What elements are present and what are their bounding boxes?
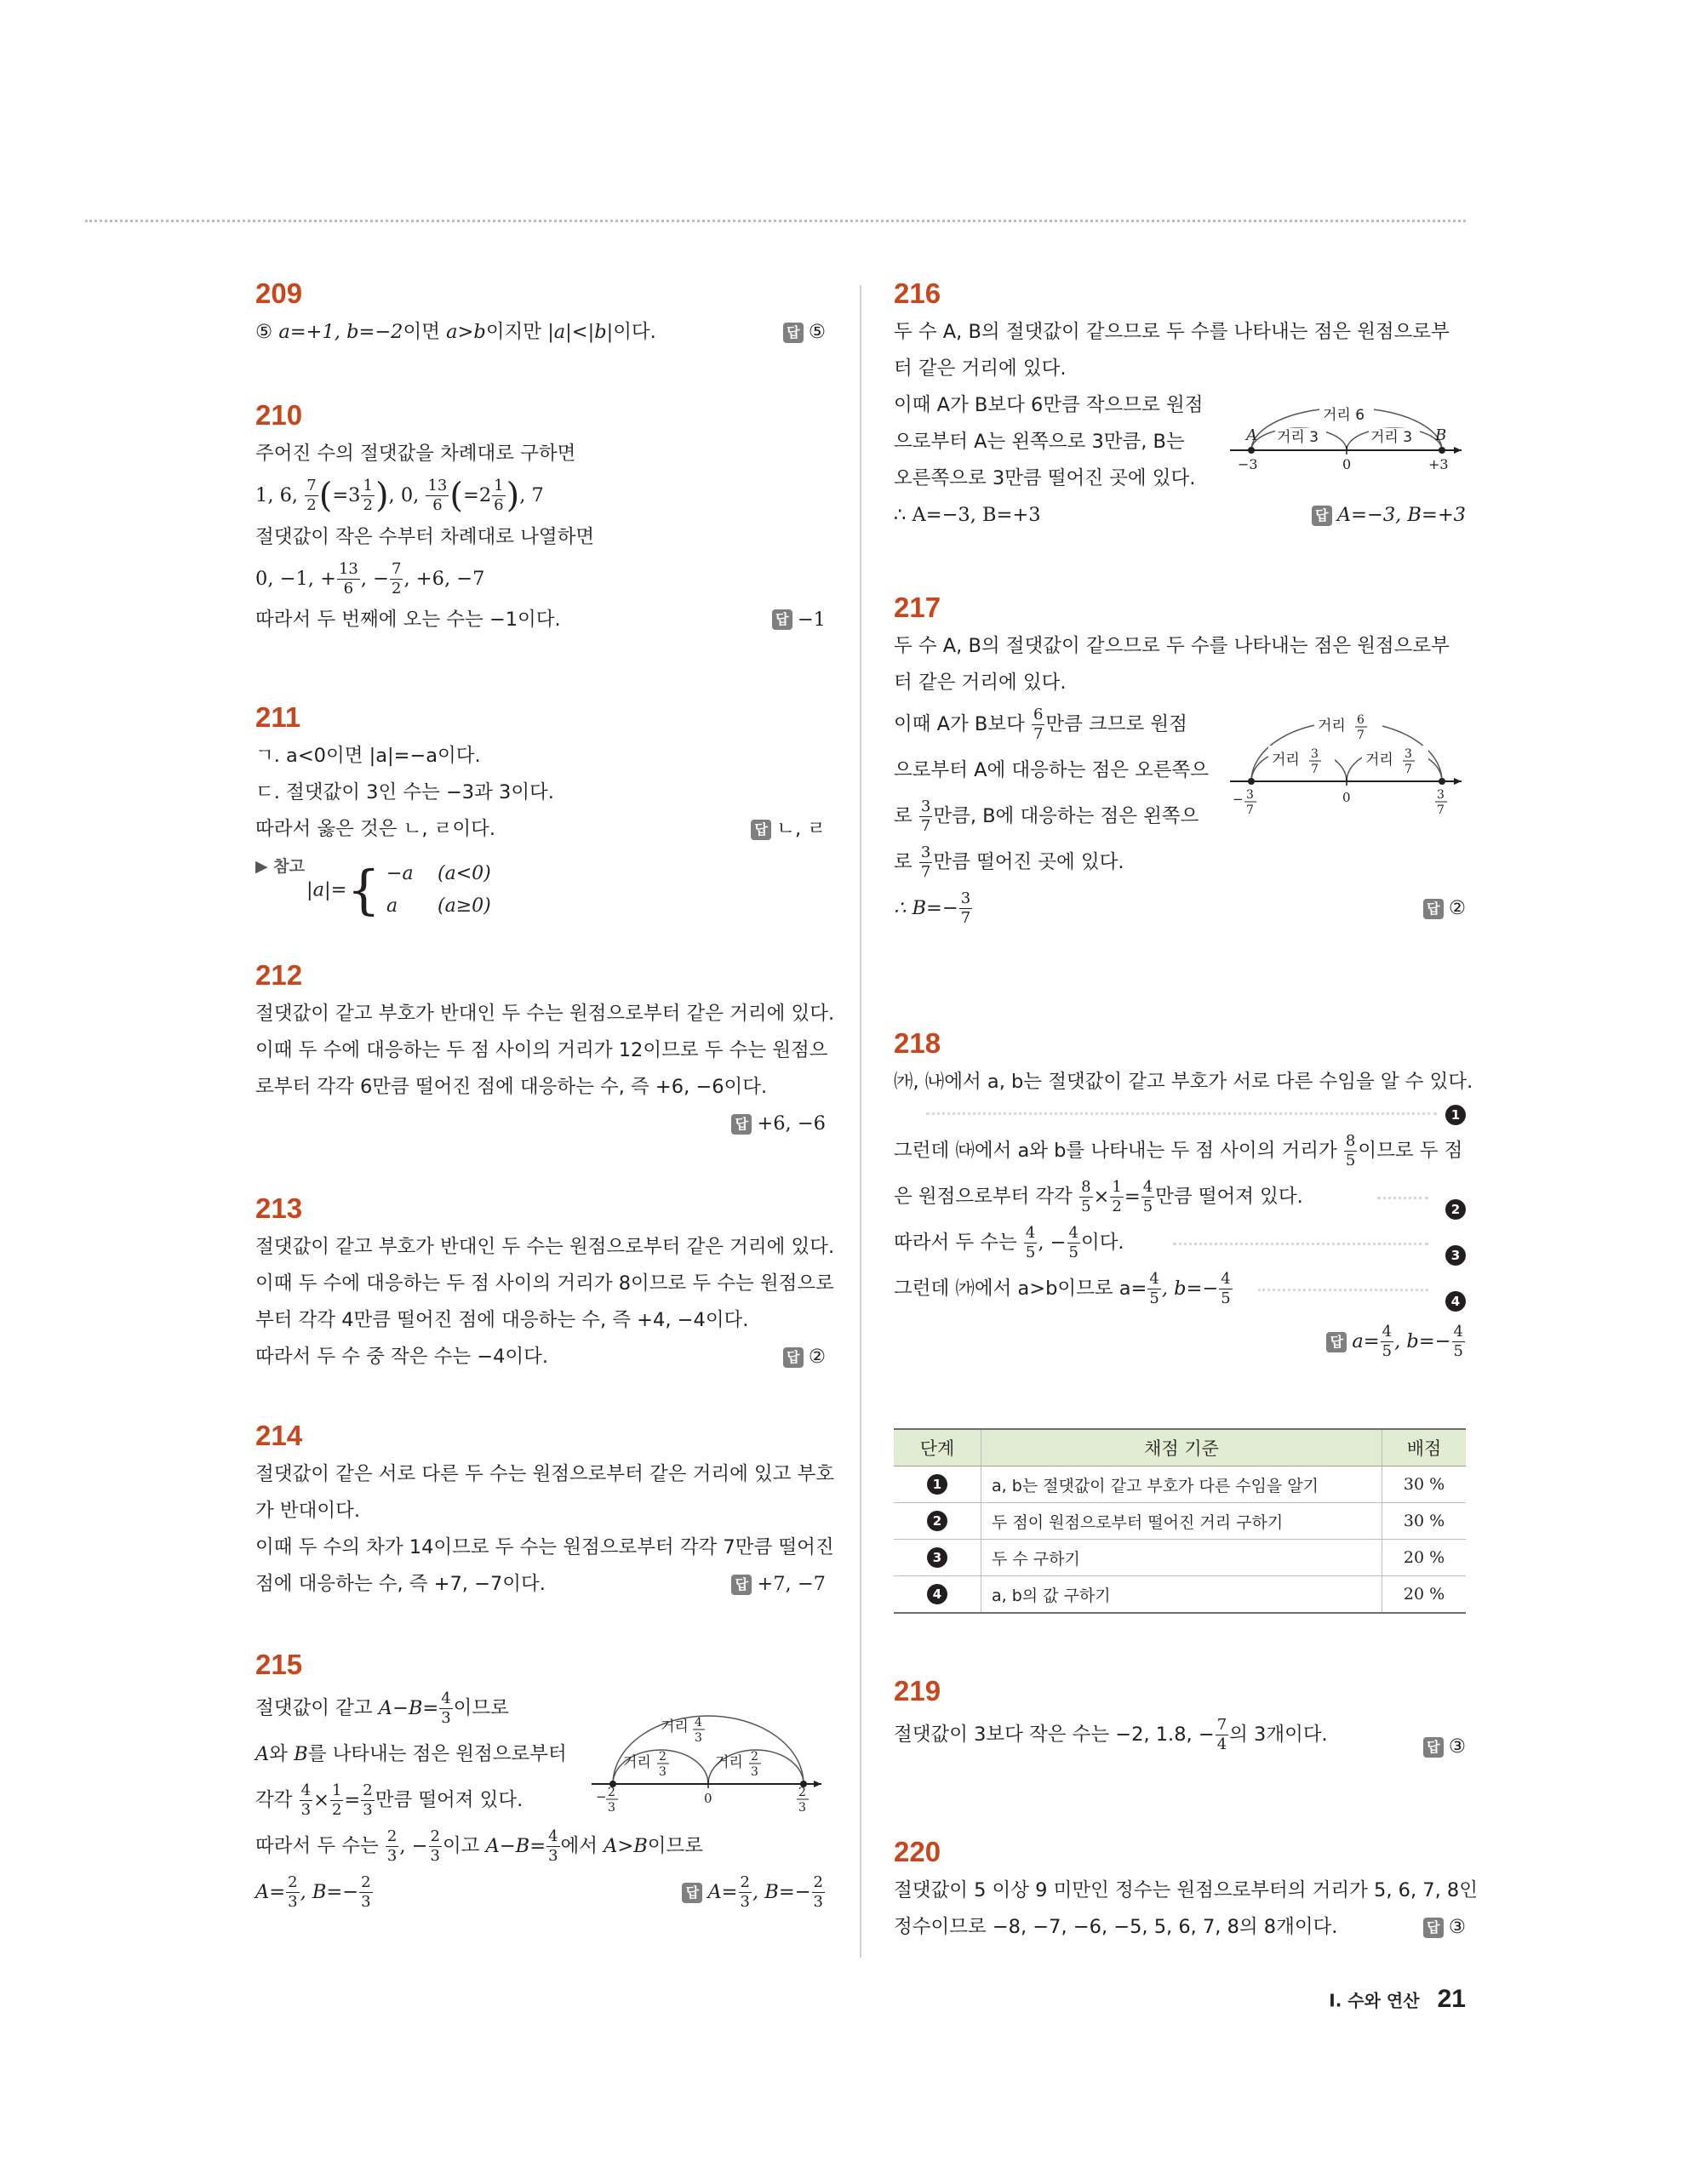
svg-text:거리: 거리 [1318,718,1346,735]
solution-line: 절댓값이 5 이상 9 미만인 정수는 원점으로부터의 거리가 5, 6, 7, 8인 [894,1879,1478,1901]
solution-line: 정수이므로 −8, −7, −6, −5, 5, 6, 7, 8의 8개이다. 답 ③ [894,1909,1466,1946]
problem-number: 210 [255,399,303,431]
svg-text:7: 7 [1437,803,1445,817]
problem-217 [894,591,1466,931]
solution-line: 이때 A가 B보다 $\frac{6}{7}$ 만큼 크므로 원점 [894,706,1187,743]
step-marker: 2 [1445,1186,1466,1232]
header-dotted-rule [85,220,1466,222]
solution-line: 따라서 옳은 것은 ㄴ, ㄹ이다. 답 ㄴ, ㄹ [255,811,826,848]
problem-214 [255,1419,835,1603]
svg-text:거리 3: 거리 3 [1277,429,1319,446]
answer-line [894,1312,1466,1368]
problem-216 [894,277,1466,534]
solution-line: 로부터 각각 6만큼 떨어진 점에 대응하는 수, 즉 +6, −6이다. [255,1076,768,1098]
svg-text:3: 3 [751,1765,758,1779]
svg-text:7: 7 [1246,803,1254,817]
answer-badge-icon: 답 [1312,506,1332,526]
problem-number: 209 [255,277,303,309]
solution-line: 두 수 A, B의 절댓값이 같으므로 두 수를 나타내는 점은 원점으로부 [894,321,1450,343]
number-line-diagram [1226,403,1466,472]
number-line-diagram [1226,710,1466,820]
solution-line: 으로부터 A에 대응하는 점은 오른쪽으 [894,759,1210,781]
dotted-leader [1258,1289,1428,1291]
solution-line: 으로부터 A는 왼쪽으로 3만큼, B는 [894,431,1185,453]
solution-line: 이때 두 수에 대응하는 두 점 사이의 거리가 8이므로 두 수는 원점으로 [255,1272,834,1295]
svg-text:2: 2 [798,1786,806,1799]
note-tag: ▶ 참고 [255,857,305,876]
solution-line: ⑤ a=+1, b=−2이면 a>b이지만 |a|<|b|이다. 답 ⑤ [255,314,826,351]
grading-table [894,1428,1466,1614]
page-footer [1329,1985,1466,2014]
solution-line: 오른쪽으로 3만큼 떨어진 곳에 있다. [894,467,1196,489]
answer: 답 A=−3, B=+3 [1312,497,1466,534]
svg-text:A: A [1246,426,1257,444]
problem-number: 216 [894,277,941,309]
svg-text:거리: 거리 [1365,752,1393,769]
answer: 답 ② [783,1339,826,1375]
solution-line: 절댓값이 3보다 작은 수는 −2, 1.8, − $\frac{7}{4}$ 의 3개이다. 답 ③ [894,1712,1466,1758]
solution-line: A= $\frac{2}{3}$ , B=− $\frac{2}{3}$ 답 A= $\frac{2}{3}$ , B=− $\frac{2}{3}$ [255,1869,826,1915]
column-divider [860,285,861,1958]
solution-line: 은 원점으로부터 각각 $\frac{8}{5}$ × $\frac{1}{2}$ = $\frac{4}{5}$ 만큼 떨어져 있다. 2 [894,1174,1466,1220]
solution-line: 따라서 두 수 중 작은 수는 −4이다. 답 ② [255,1339,826,1375]
answer-badge-icon: 답 [1326,1332,1347,1352]
solution-line: 절댓값이 같고 부호가 반대인 두 수는 원점으로부터 같은 거리에 있다. [255,1003,835,1025]
solution-line: ㄱ. a<0이면 |a|=−a이다. [255,745,481,767]
problem-number: 214 [255,1420,303,1451]
answer-badge-icon: 답 [783,1347,804,1368]
table-row: 2 두 점이 원점으로부터 떨어진 거리 구하기 30 % [894,1503,1466,1540]
answer: 답 ㄴ, ㄹ [751,811,826,848]
solution-line: 절댓값이 같고 A−B= $\frac{4}{3}$ 이므로 [255,1689,509,1727]
solution-line: 그런데 ㈐에서 a와 b를 나타내는 두 점 사이의 거리가 $\frac{8}{5}$ 이므로 두 점 [894,1132,1463,1169]
solution-line: ㈎, ㈏에서 a, b는 절댓값이 같고 부호가 서로 다른 수임을 알 수 있다. [894,1071,1473,1093]
solution-line: 이때 두 수의 차가 14이므로 두 수는 원점으로부터 각각 7만큼 떨어진 [255,1536,834,1558]
solution-line: ㄷ. 절댓값이 3인 수는 −3과 3이다. [255,781,554,803]
answer: 답 −1 [772,602,826,638]
svg-text:7: 7 [1405,763,1412,776]
table-header-row: 단계 채점 기준 배점 [894,1429,1466,1466]
svg-text:거리 6: 거리 6 [1323,407,1365,424]
problem-215 [255,1648,826,1915]
svg-text:3: 3 [1437,788,1445,802]
svg-text:−: − [1233,792,1244,807]
svg-text:−3: −3 [1238,456,1258,472]
svg-text:3: 3 [1311,747,1319,761]
answer-badge-icon: 답 [1423,1918,1444,1938]
svg-text:0: 0 [704,1791,712,1806]
solution-line: 터 같은 거리에 있다. [894,672,1067,694]
problem-220 [894,1835,1478,1946]
solution-line: 따라서 두 번째에 오는 수는 −1이다. 답 −1 [255,602,826,638]
answer-badge-icon: 답 [1423,899,1444,919]
svg-text:3: 3 [798,1801,806,1815]
number-line-diagram [587,1712,826,1815]
solution-line: ∴ A=−3, B=+3 답 A=−3, B=+3 [894,497,1466,534]
solution-line: 점에 대응하는 수, 즉 +7, −7이다. 답 +7, −7 [255,1566,826,1603]
solution-line: 따라서 두 수는 $\frac{2}{3}$ , − $\frac{2}{3}$ 이고 A−B= $\frac{4}{3}$ 에서 A>B이므로 [255,1827,704,1865]
solution-line: 1, 6, $\frac{7}{2}$ (=3 $\frac{1}{2}$ ), 0, $\frac{13}{6}$ (=2 $\frac{1}{6}$ ), 7 [255,476,544,516]
problem-number: 211 [255,701,301,733]
svg-text:3: 3 [608,1801,615,1815]
answer: 답 a= $\frac{4}{5}$ , b=− $\frac{4}{5}$ [1326,1318,1466,1364]
svg-text:0: 0 [1342,790,1351,805]
answer-badge-icon: 답 [731,1575,752,1595]
problem-number: 213 [255,1192,303,1224]
svg-text:3: 3 [1405,747,1412,761]
solution-line: ∴ B=− $\frac{3}{7}$ 답 ② [894,885,1466,931]
svg-text:3: 3 [695,1731,702,1745]
svg-text:7: 7 [1311,763,1319,776]
answer-badge-icon: 답 [751,820,771,840]
problem-number: 220 [894,1836,941,1867]
svg-text:거리: 거리 [661,1718,689,1735]
solution-line: 이때 A가 B보다 6만큼 작으므로 원점 [894,394,1204,416]
problem-213 [255,1192,835,1375]
answer: 답 +7, −7 [731,1566,826,1603]
fraction: $\frac{7}{2}$ [306,477,317,514]
problem-211 [255,700,826,924]
problem-number: 217 [894,592,941,623]
step-marker: 3 [1445,1232,1466,1278]
svg-text:+3: +3 [1428,456,1449,472]
table-row: 1 a, b는 절댓값이 같고 부호가 다른 수임을 알기 30 % [894,1466,1466,1503]
answer-badge-icon: 답 [1423,1737,1444,1758]
svg-text:2: 2 [608,1786,615,1799]
svg-text:B: B [1435,426,1447,444]
svg-text:7: 7 [1357,729,1364,742]
problem-218 [894,1026,1473,1605]
solution-line: 이때 두 수에 대응하는 두 점 사이의 거리가 12이므로 두 수는 원점으 [255,1039,828,1061]
problem-210 [255,398,826,638]
svg-text:0: 0 [1342,456,1352,472]
svg-text:4: 4 [695,1716,702,1729]
answer-badge-icon: 답 [731,1114,752,1135]
problem-number: 212 [255,959,303,991]
problem-212 [255,958,835,1135]
svg-text:2: 2 [751,1750,758,1764]
svg-text:3: 3 [1246,788,1254,802]
problem-209 [255,277,826,351]
solution-line: 주어진 수의 절댓값을 차례대로 구하면 [255,443,576,465]
svg-text:−: − [596,1789,607,1804]
answer-badge-icon: 답 [783,323,804,343]
solution-line: 절댓값이 작은 수부터 차례대로 나열하면 [255,525,595,548]
dotted-leader [926,1112,1437,1115]
solution-line: 따라서 두 수는 $\frac{4}{5}$ , − $\frac{4}{5}$ 이다. 3 [894,1220,1466,1266]
solution-line: 절댓값이 같고 부호가 반대인 두 수는 원점으로부터 같은 거리에 있다. [255,1236,835,1258]
solution-line: 각각 $\frac{4}{3}$ × $\frac{1}{2}$ = $\frac{2}{3}$ 만큼 떨어져 있다. [255,1781,523,1819]
dotted-leader [1377,1197,1428,1199]
fraction: $\frac{13}{6}$ [427,477,448,514]
page-number: 21 [1437,1985,1466,2013]
problem-number: 219 [894,1675,941,1707]
answer: 답 ③ [1423,1724,1466,1769]
table-row: 4 a, b의 값 구하기 20 % [894,1576,1466,1614]
solution-line: 그런데 ㈎에서 a>b이므로 a= $\frac{4}{5}$ , b=− $\frac{4}{5}$ 4 [894,1266,1466,1312]
solution-line: 가 반대이다. [255,1500,360,1522]
svg-text:2: 2 [659,1750,667,1764]
solution-line: 절댓값이 같은 서로 다른 두 수는 원점으로부터 같은 거리에 있고 부호 [255,1463,835,1485]
problem-number: 218 [894,1027,941,1059]
answer: 답 +6, −6 [731,1106,826,1142]
svg-text:3: 3 [659,1765,667,1779]
svg-text:거리: 거리 [1272,752,1300,769]
table-row: 3 두 수 구하기 20 % [894,1540,1466,1576]
solution-line: A와 B를 나타내는 점은 원점으로부터 [255,1743,567,1765]
svg-text:거리: 거리 [623,1754,651,1771]
solution-line: 부터 각각 4만큼 떨어진 점에 대응하는 수, 즉 +4, −4이다. [255,1309,749,1331]
answer: 답 ⑤ [783,314,826,351]
circled-number: ⑤ [255,321,273,343]
solution-line: 두 수 A, B의 절댓값이 같으므로 두 수를 나타내는 점은 원점으로부 [894,635,1450,657]
solution-line: 터 같은 거리에 있다. [894,357,1067,380]
reference-note [255,848,826,924]
answer: 답 ② [1423,885,1466,931]
solution-line: 로 $\frac{3}{7}$ 만큼 떨어진 곳에 있다. [894,843,1124,881]
step-marker: 1 [1445,1101,1466,1128]
problem-number: 215 [255,1649,303,1680]
step-marker-line [894,1101,1466,1128]
answer-badge-icon: 답 [682,1883,702,1903]
problem-219 [894,1674,1466,1758]
step-marker: 4 [1445,1278,1466,1324]
dotted-leader [1173,1243,1428,1245]
answer: 답 A= $\frac{2}{3}$ , B=− $\frac{2}{3}$ [682,1869,826,1915]
solution-line: 로 $\frac{3}{7}$ 만큼, B에 대응하는 점은 왼쪽으 [894,798,1199,835]
answer-badge-icon: 답 [772,609,792,630]
chapter-label: I. 수와 연산 [1329,1990,1420,2011]
svg-text:거리: 거리 [715,1754,743,1771]
svg-text:6: 6 [1357,713,1364,727]
svg-text:거리 3: 거리 3 [1370,429,1413,446]
solution-line: 0, −1, + $\frac{13}{6}$ , − $\frac{7}{2}$ , +6, −7 [255,559,485,597]
piecewise-definition: |a|={ −a (a<0) a (a≥0) [306,859,491,921]
answer: 답 ③ [1423,1909,1466,1946]
